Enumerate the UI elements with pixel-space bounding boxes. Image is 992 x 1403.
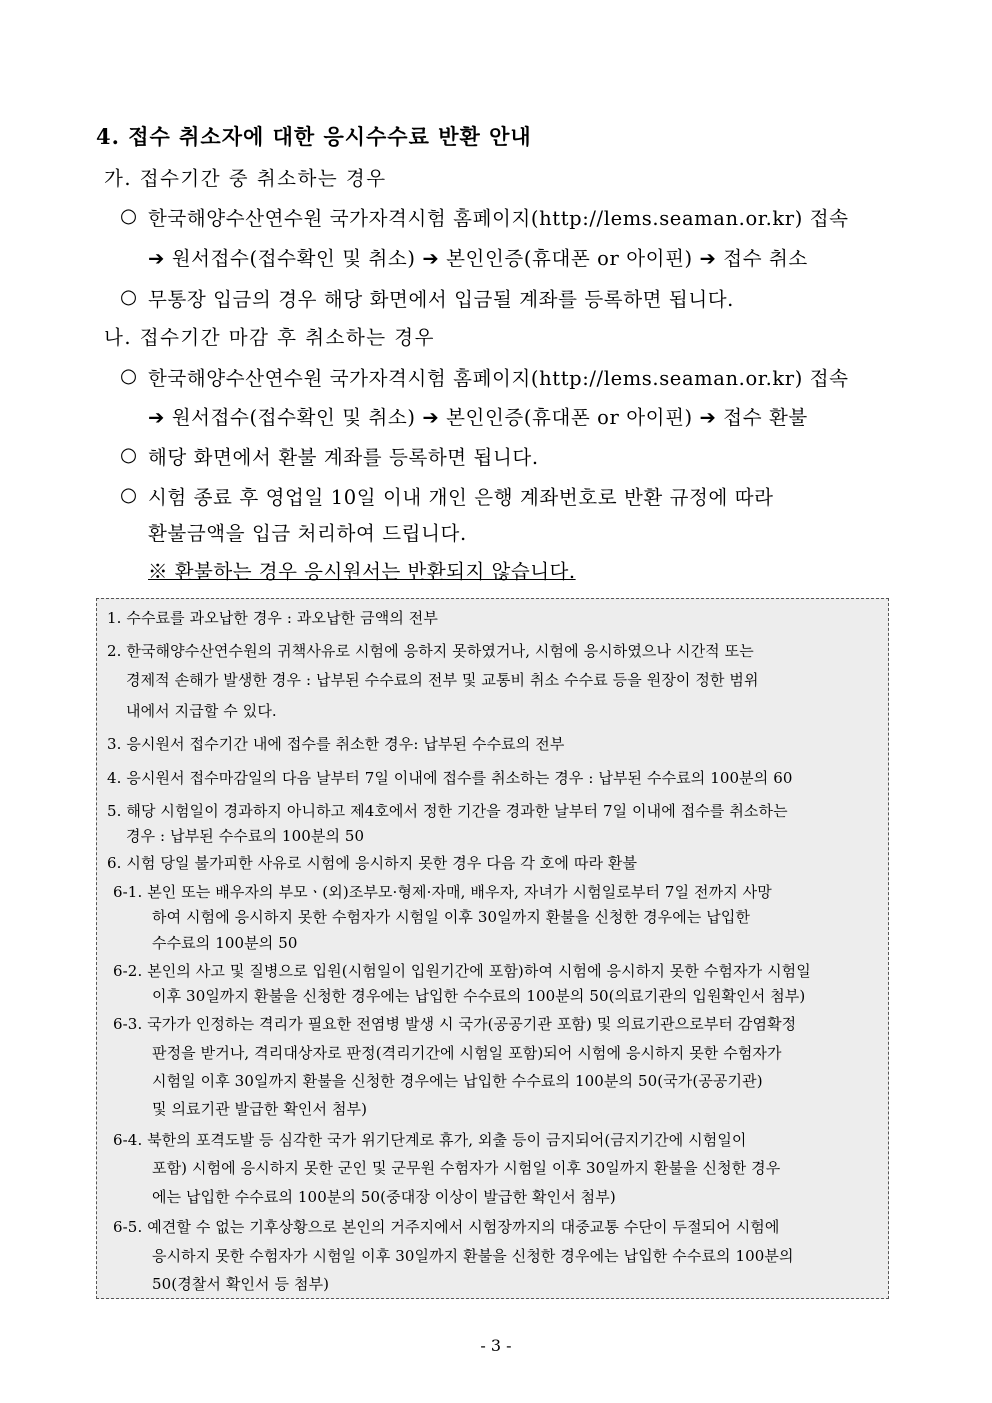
box-line: 4. 응시원서 접수마감일의 다음 날부터 7일 이내에 접수를 취소하는 경우 : 납부된 수수료의 100분의 60 [107, 769, 793, 787]
a-bullet-1-cont: ➔ 원서접수(접수확인 및 취소) ➔ 본인인증(휴대폰 or 아이핀) ➔ 접수 취소 [148, 247, 808, 270]
a-bullet-1: 한국해양수산연수원 국가자격시험 홈페이지(http://lems.seaman.or.kr) 접속 [148, 207, 849, 230]
bullet-icon: ○ [120, 285, 138, 308]
box-line: 1. 수수료를 과오납한 경우 : 과오납한 금액의 전부 [107, 609, 438, 627]
box-line: 2. 한국해양수산연수원의 귀책사유로 시험에 응하지 못하였거나, 시험에 응시하였으나 시간적 또는 [107, 642, 754, 660]
bullet-icon: ○ [120, 204, 138, 227]
refund-rules-box [96, 598, 889, 1299]
a-bullet-2: 무통장 입금의 경우 해당 화면에서 입금될 계좌를 등록하면 됩니다. [148, 288, 734, 311]
box-line: 시험일 이후 30일까지 환불을 신청한 경우에는 납입한 수수료의 100분의 50(국가(공공기관) [152, 1072, 763, 1090]
box-line: 수수료의 100분의 50 [152, 934, 298, 952]
b-bullet-3-line2: 환불금액을 입금 처리하여 드립니다. [148, 522, 467, 545]
box-line: 이후 30일까지 환불을 신청한 경우에는 납입한 수수료의 100분의 50(의료기관의 입원확인서 첨부) [152, 987, 806, 1005]
box-line: 6. 시험 당일 불가피한 사유로 시험에 응시하지 못한 경우 다음 각 호에 따라 환불 [107, 854, 638, 872]
page-number: - 3 - [480, 1336, 512, 1355]
box-line: 6-1. 본인 또는 배우자의 부모ㆍ(외)조부모·형제·자매, 배우자, 자녀가 시험일로부터 7일 전까지 사망 [113, 883, 772, 901]
refund-note: ※ 환불하는 경우 응시원서는 반환되지 않습니다. [148, 560, 576, 583]
box-line: 및 의료기관 발급한 확인서 첨부) [152, 1100, 368, 1118]
box-line: 에는 납입한 수수료의 100분의 50(중대장 이상이 발급한 확인서 첨부) [152, 1188, 616, 1206]
box-line: 50(경찰서 확인서 등 첨부) [152, 1275, 330, 1293]
bullet-icon: ○ [120, 364, 138, 387]
subsection-a-heading: 가. 접수기간 중 취소하는 경우 [104, 167, 387, 190]
b-bullet-1: 한국해양수산연수원 국가자격시험 홈페이지(http://lems.seaman.or.kr) 접속 [148, 367, 849, 390]
box-line: 6-5. 예견할 수 없는 기후상황으로 본인의 거주지에서 시험장까지의 대중교통 수단이 두절되어 시험에 [113, 1218, 780, 1236]
box-line: 5. 해당 시험일이 경과하지 아니하고 제4호에서 정한 기간을 경과한 날부터 7일 이내에 접수를 취소하는 [107, 802, 788, 820]
box-line: 6-4. 북한의 포격도발 등 심각한 국가 위기단계로 휴가, 외출 등이 금지되어(금지기간에 시험일이 [113, 1131, 747, 1149]
section-title: 4. 접수 취소자에 대한 응시수수료 반환 안내 [96, 124, 532, 149]
box-line: 내에서 지급할 수 있다. [126, 702, 277, 720]
box-line: 하여 시험에 응시하지 못한 수험자가 시험일 이후 30일까지 환불을 신청한 경우에는 납입한 [152, 908, 751, 926]
b-bullet-2: 해당 화면에서 환불 계좌를 등록하면 됩니다. [148, 446, 539, 469]
bullet-icon: ○ [120, 443, 138, 466]
subsection-b-heading: 나. 접수기간 마감 후 취소하는 경우 [104, 326, 435, 349]
box-line: 포함) 시험에 응시하지 못한 군인 및 군무원 수험자가 시험일 이후 30일까지 환불을 신청한 경우 [152, 1159, 781, 1177]
box-line: 판정을 받거나, 격리대상자로 판정(격리기간에 시험일 포함)되어 시험에 응시하지 못한 수험자가 [152, 1044, 782, 1062]
box-line: 경제적 손해가 발생한 경우 : 납부된 수수료의 전부 및 교통비 취소 수수료 등을 원장이 정한 범위 [126, 671, 759, 689]
box-line: 6-3. 국가가 인정하는 격리가 필요한 전염병 발생 시 국가(공공기관 포함) 및 의료기관으로부터 감염확정 [113, 1015, 797, 1033]
box-line: 6-2. 본인의 사고 및 질병으로 입원(시험일이 입원기간에 포함)하여 시험에 응시하지 못한 수험자가 시험일 [113, 962, 811, 980]
b-bullet-3-line1: 시험 종료 후 영업일 10일 이내 개인 은행 계좌번호로 반환 규정에 따라 [148, 486, 774, 509]
bullet-icon: ○ [120, 483, 138, 506]
b-bullet-1-cont: ➔ 원서접수(접수확인 및 취소) ➔ 본인인증(휴대폰 or 아이핀) ➔ 접수 환불 [148, 406, 808, 429]
box-line: 3. 응시원서 접수기간 내에 접수를 취소한 경우: 납부된 수수료의 전부 [107, 735, 565, 753]
box-line: 경우 : 납부된 수수료의 100분의 50 [126, 827, 365, 845]
box-line: 응시하지 못한 수험자가 시험일 이후 30일까지 환불을 신청한 경우에는 납입한 수수료의 100분의 [152, 1247, 794, 1265]
